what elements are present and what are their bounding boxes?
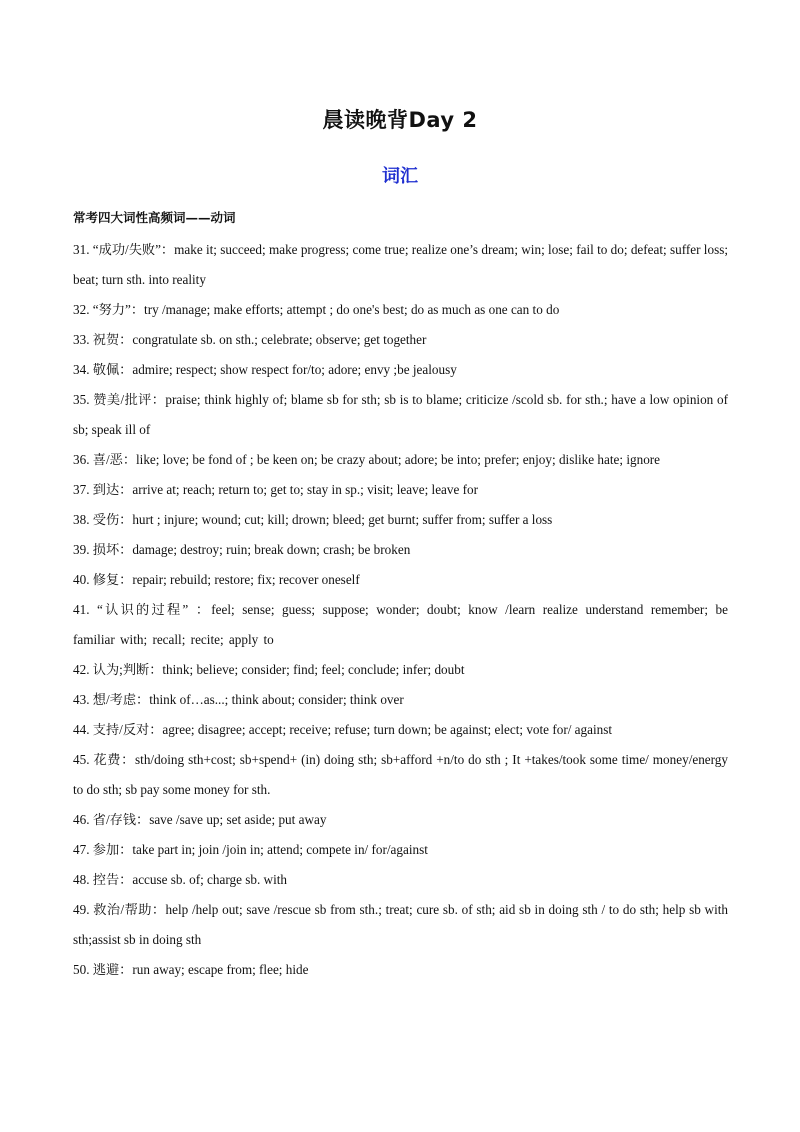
- list-item: 35. 赞美/批评：praise; think highly of; blame sb for sth; sb is to blame; criticize /scold sb. for sth.; have a low opinion of sb; speak ill of: [73, 392, 728, 437]
- list-item: 48. 控告：accuse sb. of; charge sb. with: [73, 872, 288, 887]
- list-item: 40. 修复：repair; rebuild; restore; fix; recover oneself: [73, 572, 360, 587]
- list-item: 49. 救治/帮助：help /help out; save /rescue sb from sth.; treat; cure sb. of sth; aid sb in doing sth / to do sth; help sb with sth;assist sb in doing sth: [73, 902, 728, 947]
- list-item: 32. “努力”：try /manage; make efforts; attempt ; do one's best; do as much as one can to do: [73, 302, 560, 317]
- list-item: 47. 参加：take part in; join /join in; attend; compete in/ for/against: [73, 842, 428, 857]
- list-item: 34. 敬佩：admire; respect; show respect for/to; adore; envy ;be jealousy: [73, 362, 457, 377]
- list-item: 33. 祝贺：congratulate sb. on sth.; celebrate; observe; get together: [73, 332, 427, 347]
- list-item: 42. 认为;判断：think; believe; consider; find; feel; conclude; infer; doubt: [73, 662, 465, 677]
- page-subtitle: 词汇: [382, 166, 418, 187]
- list-item: 36. 喜/恶：like; love; be fond of ; be keen on; be crazy about; adore; be into; prefer; enjoy; dislike hate; ignore: [73, 452, 661, 467]
- list-item: 39. 损坏：damage; destroy; ruin; break down; crash; be broken: [73, 542, 411, 557]
- list-item: 43. 想/考虑：think of…as...; think about; consider; think over: [73, 692, 404, 707]
- list-item: 44. 支持/反对：agree; disagree; accept; receive; refuse; turn down; be against; elect; vote for/ against: [73, 722, 613, 737]
- list-item: 37. 到达：arrive at; reach; return to; get to; stay in sp.; visit; leave; leave for: [73, 482, 479, 497]
- list-item: 50. 逃避：run away; escape from; flee; hide: [73, 962, 309, 977]
- page-title: 晨读晚背Day 2: [322, 108, 478, 132]
- section-heading: 常考四大词性高频词——动词: [73, 210, 236, 225]
- vocabulary-list: [73, 235, 728, 985]
- list-item: 31. “成功/失败”：make it; succeed; make progress; come true; realize one’s dream; win; lose; fail to do; defeat; suffer loss; beat; turn sth. into reality: [73, 242, 728, 287]
- list-item: 41. “认识的过程” ：feel; sense; guess; suppose; wonder; doubt; know /learn realize understand remember; be familiar with; recall; recite; apply to: [73, 602, 728, 647]
- list-item: 46. 省/存钱：save /save up; set aside; put away: [73, 812, 327, 827]
- list-item: 38. 受伤：hurt ; injure; wound; cut; kill; drown; bleed; get burnt; suffer from; suffer a loss: [73, 512, 553, 527]
- list-item: 45. 花费：sth/doing sth+cost; sb+spend+ (in) doing sth; sb+afford +n/to do sth ; It +takes/took some time/ money/energy to do sth; sb pay some money for sth.: [73, 752, 728, 797]
